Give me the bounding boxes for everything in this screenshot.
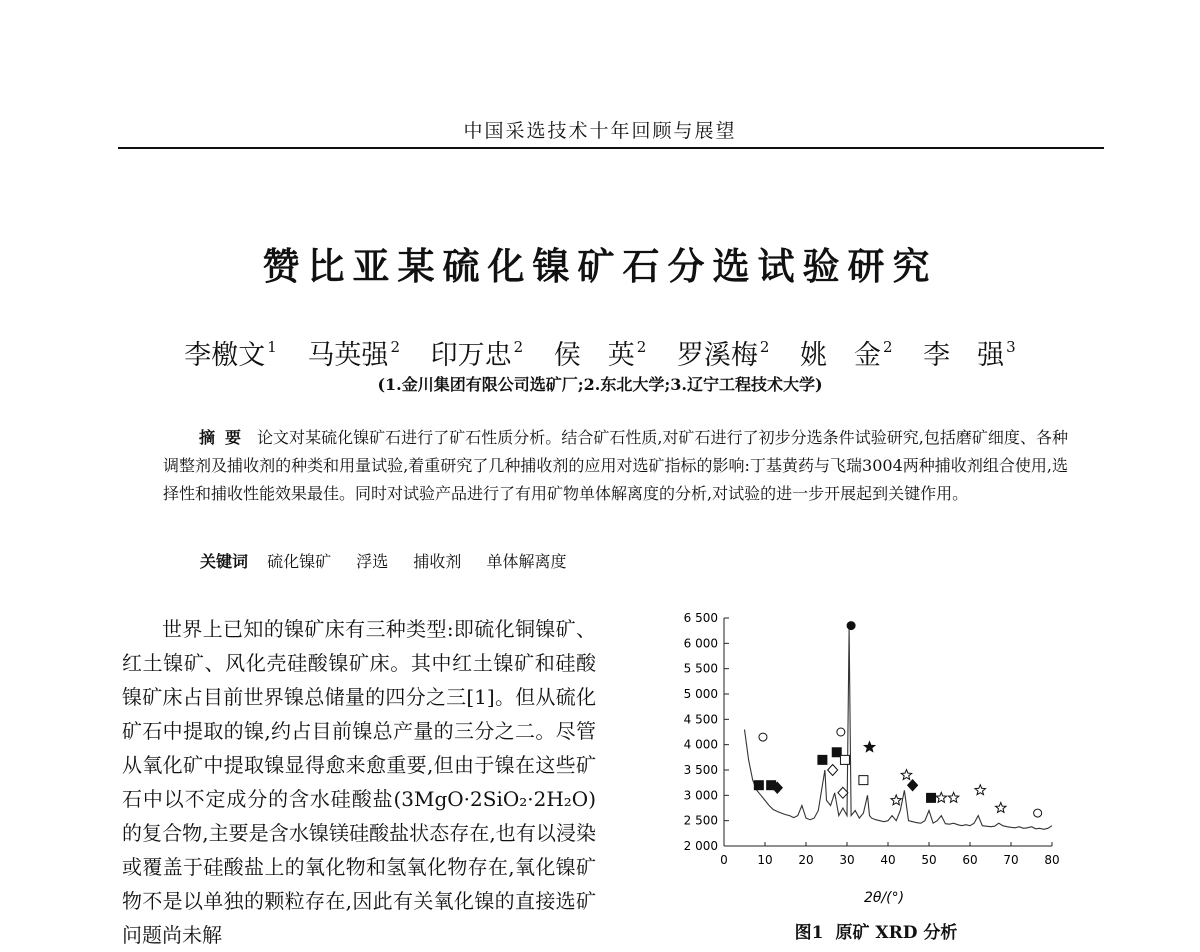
author: [677, 333, 770, 372]
author: [431, 333, 524, 372]
running-header: 中国采选技术十年回顾与展望: [463, 120, 737, 142]
author-affiliation-mark: 2: [759, 338, 770, 356]
y-tick-label: 2 500: [683, 813, 718, 828]
author-affiliation-mark: 1: [267, 338, 277, 356]
keyword: 单体解离度: [486, 552, 567, 571]
peak-marker-square-open: [859, 776, 868, 785]
peak-marker-diamond-filled: [908, 780, 918, 791]
y-tick-label: 4 500: [683, 712, 718, 727]
author-name: 罗溪梅: [676, 340, 758, 371]
peak-marker-diamond-open: [838, 787, 848, 798]
author-affiliation-mark: 2: [390, 338, 400, 356]
peak-marker-star-open: [948, 792, 958, 802]
peak-marker-circle-filled: [847, 622, 855, 630]
figure-label: 图1: [794, 923, 824, 943]
x-tick-label: 10: [757, 853, 773, 867]
peak-marker-star-open: [936, 792, 946, 802]
x-tick-label: 50: [921, 853, 937, 867]
peak-marker-square-open: [840, 755, 849, 764]
author: [184, 333, 277, 372]
article-title: 赞比亚某硫化镍矿石分选试验研究: [262, 244, 938, 288]
chart-tick-labels: [684, 611, 1060, 867]
x-tick-label: 80: [1044, 853, 1060, 867]
y-tick-label: 3 000: [683, 788, 718, 803]
peak-marker-circle-open: [759, 733, 767, 741]
author-affiliation-mark: 2: [636, 338, 647, 356]
keyword: 浮选: [356, 552, 389, 571]
peak-marker-circle-open: [1034, 809, 1042, 817]
keyword: 硫化镍矿: [267, 552, 332, 571]
x-tick-label: 70: [1003, 853, 1019, 867]
y-tick-label: 6 500: [683, 611, 718, 625]
chart-peak-markers: [754, 622, 1041, 817]
author-name: 李檄文: [184, 340, 266, 371]
author-affiliation-mark: 3: [1006, 338, 1016, 356]
keyword: 捕收剂: [413, 552, 462, 571]
author: [800, 333, 893, 372]
author-name: 马英强: [307, 340, 389, 371]
author-affiliation-mark: 2: [513, 338, 524, 356]
author-name: 姚 金: [800, 340, 881, 371]
x-tick-label: 30: [839, 853, 855, 867]
figure-caption-text: 原矿 XRD 分析: [835, 923, 958, 943]
header-rule: [118, 147, 1104, 149]
affiliations: (1.金川集团有限公司选矿厂;2.东北大学;3.辽宁工程技术大学): [377, 375, 823, 394]
peak-marker-square-filled: [754, 781, 763, 790]
y-tick-label: 5 500: [683, 661, 718, 676]
body-text: [122, 612, 596, 952]
peak-marker-circle-open: [837, 728, 845, 736]
y-tick-label: 6 000: [683, 636, 718, 651]
y-tick-label: 2 000: [683, 839, 718, 853]
author: [554, 333, 647, 372]
x-tick-label: 60: [962, 853, 978, 867]
xrd-chart: [676, 606, 1076, 906]
peak-marker-square-filled: [818, 755, 827, 764]
peak-marker-star-open: [891, 795, 901, 805]
author-affiliation-mark: 2: [883, 338, 893, 356]
author-name: 印万忠: [430, 340, 512, 371]
author-list: [0, 333, 1200, 372]
figure-caption: [676, 918, 1076, 943]
keywords: [200, 549, 586, 572]
y-tick-label: 4 000: [683, 737, 718, 752]
abstract-label: 摘要: [199, 428, 252, 447]
author-name: 李 强: [923, 340, 1005, 371]
abstract-text: 论文对某硫化镍矿石进行了矿石性质分析。结合矿石性质,对矿石进行了初步分选条件试验研究,包括磨矿细度、各种调整剂及捕收剂的种类和用量试验,着重研究了几种捕收剂的应用对选矿指标的影响:丁基黄药与飞瑞3004两种捕收剂组合使用,选择性和捕收性能效果最佳。同时对试验产品进行了有用矿物单体解离度的分析,对试验的进一步开展起到关键作用。: [163, 428, 1068, 503]
x-tick-label: 0: [720, 853, 728, 867]
author: [307, 333, 400, 372]
x-axis-label: 2θ/(°): [863, 890, 905, 906]
peak-marker-star-open: [996, 803, 1007, 813]
peak-marker-diamond-open: [828, 765, 838, 776]
peak-marker-square-filled: [832, 748, 841, 757]
author: [923, 333, 1016, 372]
x-tick-label: 20: [798, 853, 814, 867]
peak-marker-star-filled: [864, 742, 875, 752]
y-tick-label: 3 500: [683, 763, 718, 777]
author-name: 侯 英: [553, 340, 635, 371]
peak-marker-star-open: [901, 770, 912, 780]
x-tick-label: 40: [880, 853, 896, 867]
abstract: [163, 424, 1068, 508]
peak-marker-square-filled: [927, 793, 936, 802]
peak-marker-star-open: [975, 785, 986, 795]
body-paragraph: 世界上已知的镍矿床有三种类型:即硫化铜镍矿、红土镍矿、风化壳硅酸镍矿床。其中红土镍矿和硅酸镍矿床占目前世界镍总储量的四分之三[1]。但从硫化矿石中提取的镍,约占目前镍总产量的三分之二。尽管从氧化矿中提取镍显得愈来愈重要,但由于镍在这些矿石中以不定成分的含水硅酸盐(3MgO·2SiO₂·2H₂O)的复合物,主要是含水镍镁硅酸盐状态存在,也有以浸染或覆盖于硅酸盐上的氧化物和氢氧化物存在,氧化镍矿物不是以单独的颗粒存在,因此有关氧化镍的直接选矿问题尚未解: [122, 617, 596, 947]
y-tick-label: 5 000: [683, 687, 718, 701]
keywords-label: 关键词: [200, 552, 249, 571]
